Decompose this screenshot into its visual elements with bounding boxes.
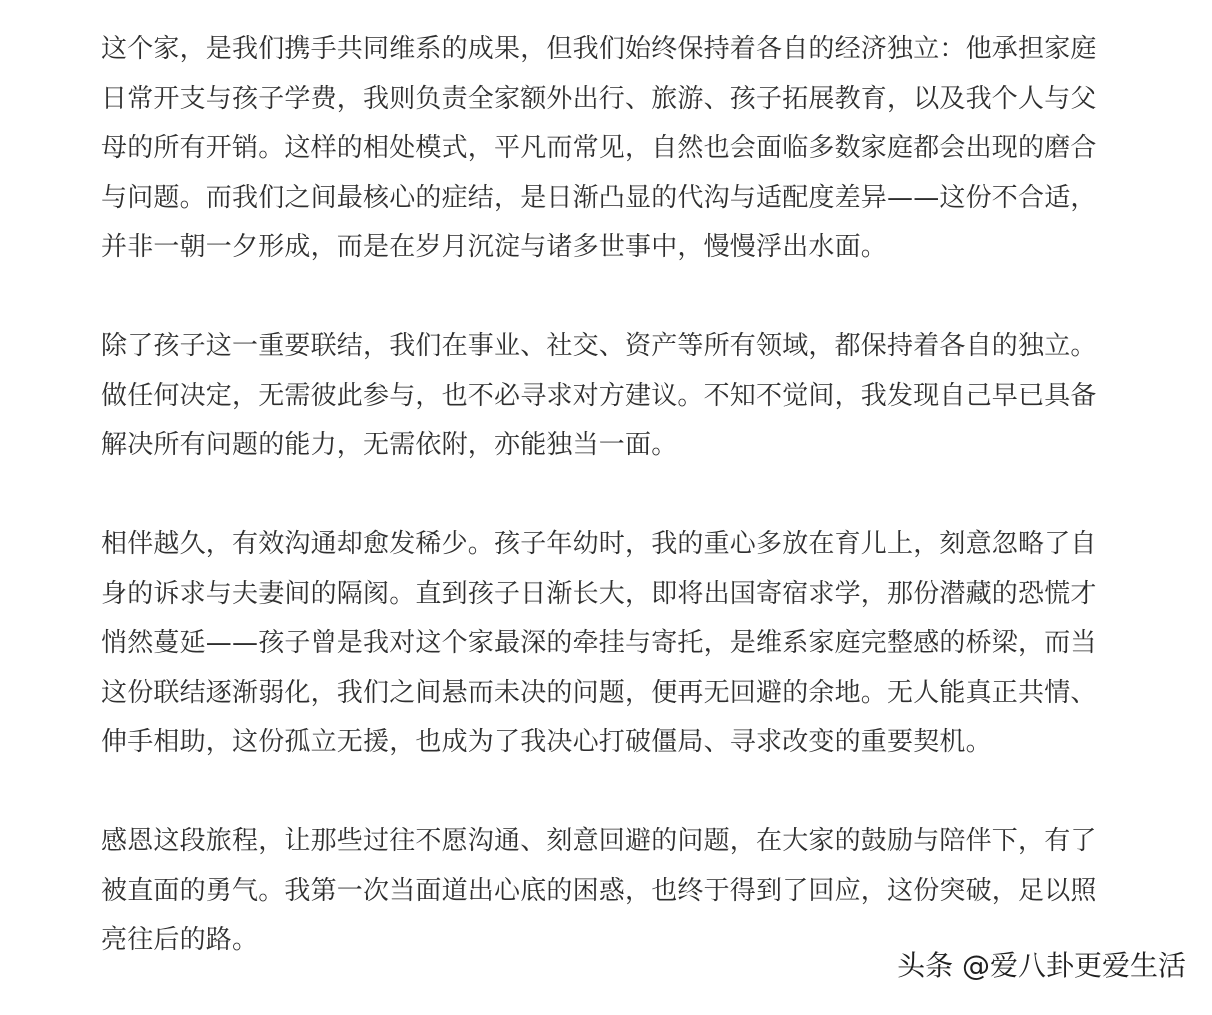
text-line: 亮往后的路。 bbox=[101, 925, 259, 955]
text-line: 悄然蔓延——孩子曾是我对这个家最深的牵挂与寄托，是维系家庭完整感的桥梁，而当 bbox=[101, 628, 1097, 658]
paragraph-3 bbox=[101, 520, 1191, 768]
text-line: 并非一朝一夕形成，而是在岁月沉淀与诸多世事中，慢慢浮出水面。 bbox=[101, 232, 888, 262]
text-line: 母的所有开销。这样的相处模式，平凡而常见，自然也会面临多数家庭都会出现的磨合 bbox=[101, 133, 1097, 163]
paragraph-1 bbox=[101, 25, 1191, 273]
text-line: 除了孩子这一重要联结，我们在事业、社交、资产等所有领域，都保持着各自的独立。 bbox=[101, 331, 1097, 361]
text-line: 做任何决定，无需彼此参与，也不必寻求对方建议。不知不觉间，我发现自己早已具备 bbox=[101, 380, 1097, 411]
watermark: 头条 @爱八卦更爱生活 bbox=[897, 949, 1186, 982]
text-line: 相伴越久，有效沟通却愈发稀少。孩子年幼时，我的重心多放在育儿上，刻意忽略了自 bbox=[101, 529, 1097, 559]
article-body bbox=[101, 25, 1191, 1015]
text-line: 这个家，是我们携手共同维系的成果，但我们始终保持着各自的经济独立：他承担家庭 bbox=[101, 34, 1097, 64]
text-line: 日常开支与孩子学费，我则负责全家额外出行、旅游、孩子拓展教育，以及我个人与父 bbox=[101, 83, 1097, 114]
text-line: 感恩这段旅程，让那些过往不愿沟通、刻意回避的问题，在大家的鼓励与陪伴下，有了 bbox=[101, 826, 1097, 856]
text-line: 身的诉求与夫妻间的隔阂。直到孩子日渐长大，即将出国寄宿求学，那份潜藏的恐慌才 bbox=[101, 578, 1097, 609]
text-line: 被直面的勇气。我第一次当面道出心底的困惑，也终于得到了回应，这份突破，足以照 bbox=[101, 875, 1097, 906]
text-line: 与问题。而我们之间最核心的症结，是日渐凸显的代沟与适配度差异——这份不合适， bbox=[101, 182, 1097, 213]
text-line: 这份联结逐渐弱化，我们之间悬而未决的问题，便再无回避的余地。无人能真正共情、 bbox=[101, 677, 1097, 708]
text-line: 伸手相助，这份孤立无援，也成为了我决心打破僵局、寻求改变的重要契机。 bbox=[101, 727, 992, 757]
text-line: 解决所有问题的能力，无需依附，亦能独当一面。 bbox=[101, 430, 678, 460]
paragraph-2 bbox=[101, 322, 1191, 471]
